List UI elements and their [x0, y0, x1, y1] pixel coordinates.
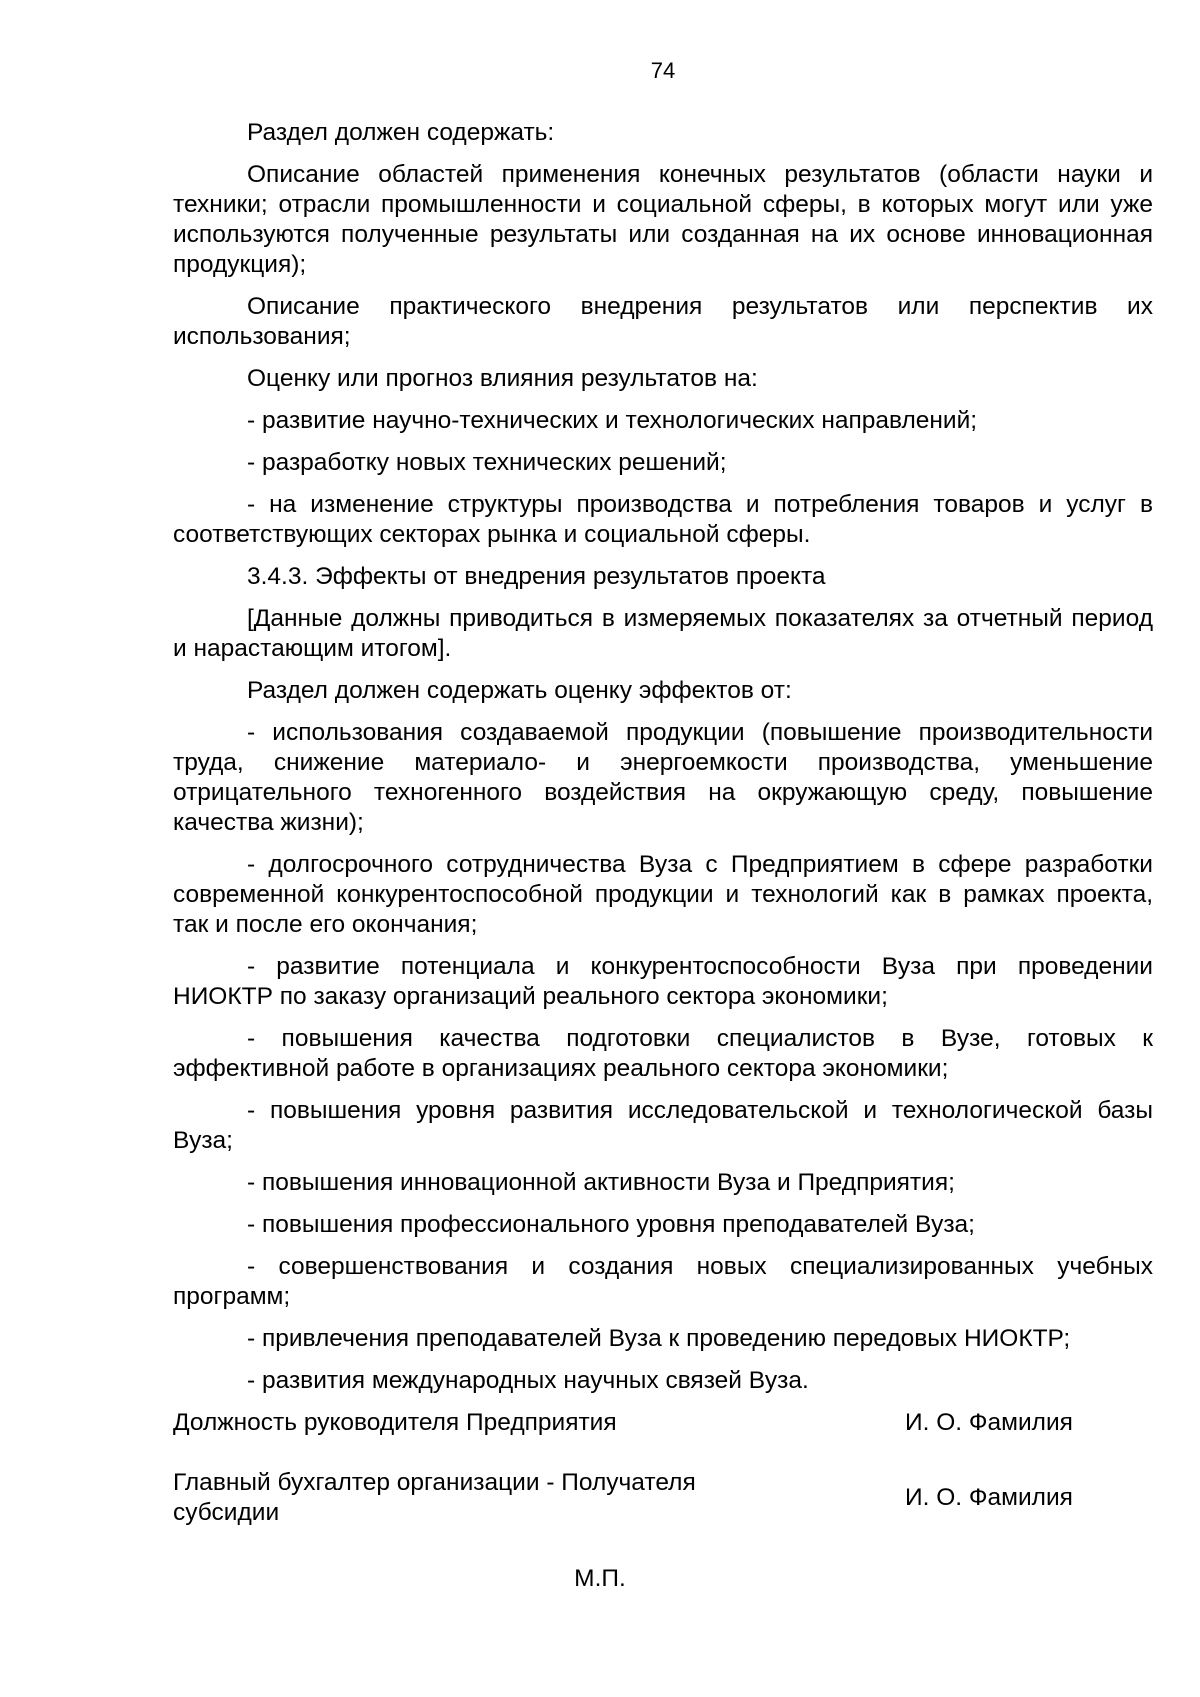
paragraph: [Данные должны приводиться в измеряемых показателях за отчетный период и нарастающим итогом].: [173, 605, 1153, 662]
list-item: - повышения уровня развития исследовательской и технологической базы Вуза;: [173, 1097, 1153, 1154]
signature-head: [173, 1408, 1153, 1468]
list-item: - использования создаваемой продукции (повышение производительности труда, снижение материало- и энергоемкости производства, уменьшение отрицательного техногенного воздействия на окружающую среду, повышение качества жизни);: [173, 719, 1153, 836]
section-heading: 3.4.3. Эффекты от внедрения результатов проекта: [247, 563, 826, 590]
stamp-place: М.П.: [574, 1565, 626, 1592]
head-position-label: Должность руководителя Предприятия: [173, 1409, 617, 1436]
list-item: - разработку новых технических решений;: [247, 449, 727, 476]
accountant-position-label: Главный бухгалтер организации - Получателя субсидии: [173, 1469, 696, 1526]
document-body: [173, 118, 1153, 1408]
list-item: - повышения инновационной активности Вуза и Предприятия;: [247, 1169, 955, 1196]
page-number: 74: [650, 58, 676, 83]
paragraph: Оценку или прогноз влияния результатов на:: [247, 365, 758, 392]
signature-accountant: [173, 1468, 1153, 1528]
head-name: И. О. Фамилия: [905, 1409, 1073, 1436]
accountant-name: И. О. Фамилия: [905, 1484, 1073, 1511]
paragraph: Раздел должен содержать оценку эффектов от:: [247, 677, 792, 704]
list-item: - привлечения преподавателей Вуза к проведению передовых НИОКТР;: [247, 1325, 1071, 1352]
list-item: - на изменение структуры производства и потребления товаров и услуг в соответствующих секторах рынка и социальной сферы.: [173, 491, 1153, 548]
list-item: - развитие потенциала и конкурентоспособности Вуза при проведении НИОКТР по заказу организаций реального сектора экономики;: [173, 953, 1153, 1010]
paragraph: Раздел должен содержать:: [247, 119, 555, 146]
paragraph: Описание областей применения конечных результатов (области науки и техники; отрасли промышленности и социальной сферы, в которых могут или уже используются полученные результаты или созданная на их основе инновационная продукция);: [173, 161, 1153, 278]
list-item: - развития международных научных связей Вуза.: [247, 1367, 809, 1394]
list-item: - развитие научно-технических и технологических направлений;: [247, 407, 978, 434]
list-item: - совершенствования и создания новых специализированных учебных программ;: [173, 1253, 1153, 1310]
list-item: - долгосрочного сотрудничества Вуза с Предприятием в сфере разработки современной конкурентоспособной продукции и технологий как в рамках проекта, так и после его окончания;: [173, 851, 1153, 938]
list-item: - повышения качества подготовки специалистов в Вузе, готовых к эффективной работе в организациях реального сектора экономики;: [173, 1025, 1153, 1082]
paragraph: Описание практического внедрения результатов или перспектив их использования;: [173, 293, 1153, 350]
list-item: - повышения профессионального уровня преподавателей Вуза;: [247, 1211, 975, 1238]
